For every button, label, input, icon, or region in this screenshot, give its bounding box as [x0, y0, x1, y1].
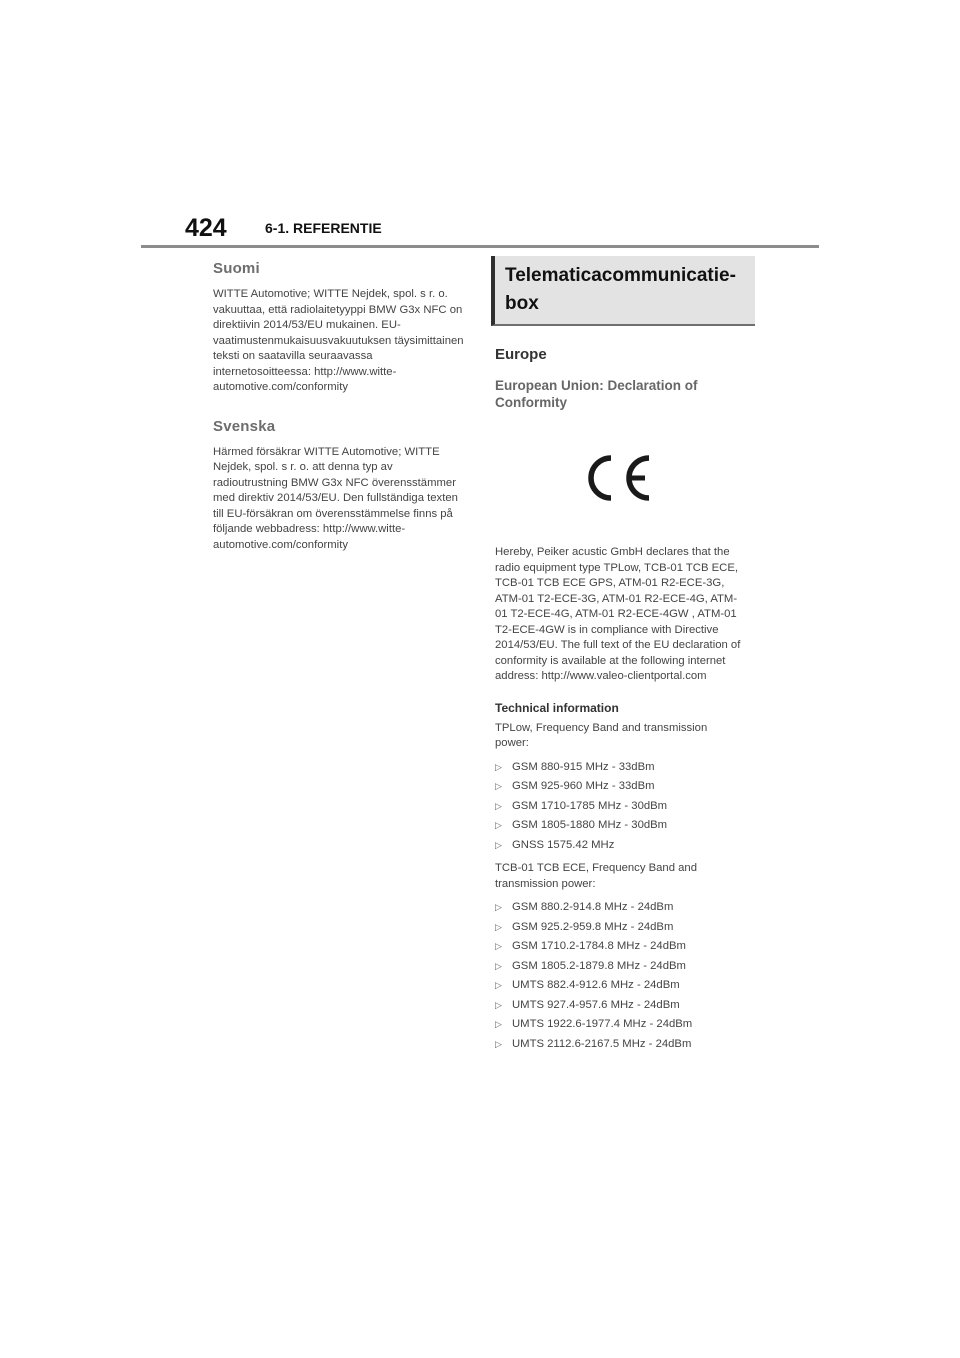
list-item: ▷ GSM 1805.2-1879.8 MHz - 24dBm [495, 959, 749, 975]
declaration-text: Hereby, Peiker acustic GmbH declares that the radio equipment type TPLow, TCB-01 TCB ECE, TCB-01 TCB ECE GPS, ATM-01 R2-ECE-3G, ATM-01 T2-ECE-3G, ATM-01 R2-ECE-4G, ATM-01 T2-ECE-4G, ATM-01 R2-ECE-4GW , ATM-01 T2-ECE-4GW is in compliance with Directive 2014/53/EU. The full text of the EU declaration of conformity is available at the following internet address: http://www.valeo-clientportal.com [495, 546, 741, 682]
page-number: 424 [185, 214, 227, 242]
triangle-bullet-icon: ▷ [495, 820, 502, 830]
suomi-section [213, 260, 465, 396]
technical-info-heading: Technical information [495, 700, 619, 715]
tplow-intro: TPLow, Frequency Band and transmission power: [495, 721, 708, 749]
list-item: ▷ GSM 1710.2-1784.8 MHz - 24dBm [495, 939, 749, 955]
triangle-bullet-icon: ▷ [495, 1019, 502, 1029]
europe-heading: Europe [495, 346, 547, 363]
list-item: ▷ GSM 1805-1880 MHz - 30dBm [495, 818, 749, 834]
triangle-bullet-icon: ▷ [495, 761, 502, 772]
right-column [491, 256, 749, 1060]
list-item: ▷ GSM 880-915 MHz - 33dBm [495, 760, 749, 776]
triangle-bullet-icon: ▷ [495, 999, 502, 1010]
triangle-bullet-icon: ▷ [495, 800, 502, 811]
list-item: ▷ UMTS 2112.6-2167.5 MHz - 24dBm [495, 1037, 749, 1053]
triangle-bullet-icon: ▷ [495, 980, 502, 990]
left-column [213, 260, 465, 575]
header-divider [141, 245, 819, 248]
page-header [141, 210, 819, 246]
tcb-intro: TCB-01 TCB ECE, Frequency Band and transmission power: [495, 862, 697, 890]
suomi-text: WITTE Automotive; WITTE Nejdek, spol. s r. o. vakuuttaa, että radiolaitetyyppi BMW G3x NFC on direktiivin 2014/53/EU mukainen. EU-vaatimustenmukaisuusvakuutuksen täysimittainen teksti on saatavilla seuraavassa internetosoitteessa: http://www.witte-automotive.com/conformity [213, 288, 464, 393]
list-item: ▷ GSM 925.2-959.8 MHz - 24dBm [495, 920, 749, 936]
triangle-bullet-icon: ▷ [495, 781, 502, 791]
triangle-bullet-icon: ▷ [495, 921, 502, 932]
ce-mark-icon [581, 451, 653, 505]
svenska-text: Härmed försäkrar WITTE Automotive; WITTE Nejdek, spol. s r. o. att denna typ av radioutrustning BMW G3x NFC överensstämmer med direktiv 2014/53/EU. Den fullständiga texten till EU-försäkran om överensstämmelse finns på följande webbadress: http://www.witte-automotive.com/conformity [213, 445, 458, 551]
declaration-heading: European Union: Declaration of Conformity [495, 378, 698, 410]
svenska-section [213, 418, 465, 554]
section-title-text: Telematicacommunicatie-box [505, 265, 736, 314]
list-item: ▷ UMTS 882.4-912.6 MHz - 24dBm [495, 978, 749, 994]
svenska-heading: Svenska [213, 417, 276, 435]
list-item: ▷ UMTS 1922.6-1977.4 MHz - 24dBm [495, 1017, 749, 1033]
list-item: ▷ GSM 925-960 MHz - 33dBm [495, 779, 749, 795]
list-item: ▷ GSM 1710-1785 MHz - 30dBm [495, 799, 749, 815]
triangle-bullet-icon: ▷ [495, 1038, 502, 1049]
list-item: ▷ GNSS 1575.42 MHz [495, 838, 749, 854]
section-title: 6-1. REFERENTIE [265, 220, 382, 236]
list-item: ▷ GSM 880.2-914.8 MHz - 24dBm [495, 900, 749, 916]
list-item: ▷ UMTS 927.4-957.6 MHz - 24dBm [495, 998, 749, 1014]
triangle-bullet-icon: ▷ [495, 960, 502, 971]
triangle-bullet-icon: ▷ [495, 839, 502, 850]
suomi-heading: Suomi [213, 260, 260, 277]
triangle-bullet-icon: ▷ [495, 941, 502, 951]
triangle-bullet-icon: ▷ [495, 902, 502, 912]
tcb-band-list [495, 900, 749, 1052]
tplow-band-list [495, 760, 749, 854]
section-title-box [491, 256, 755, 326]
